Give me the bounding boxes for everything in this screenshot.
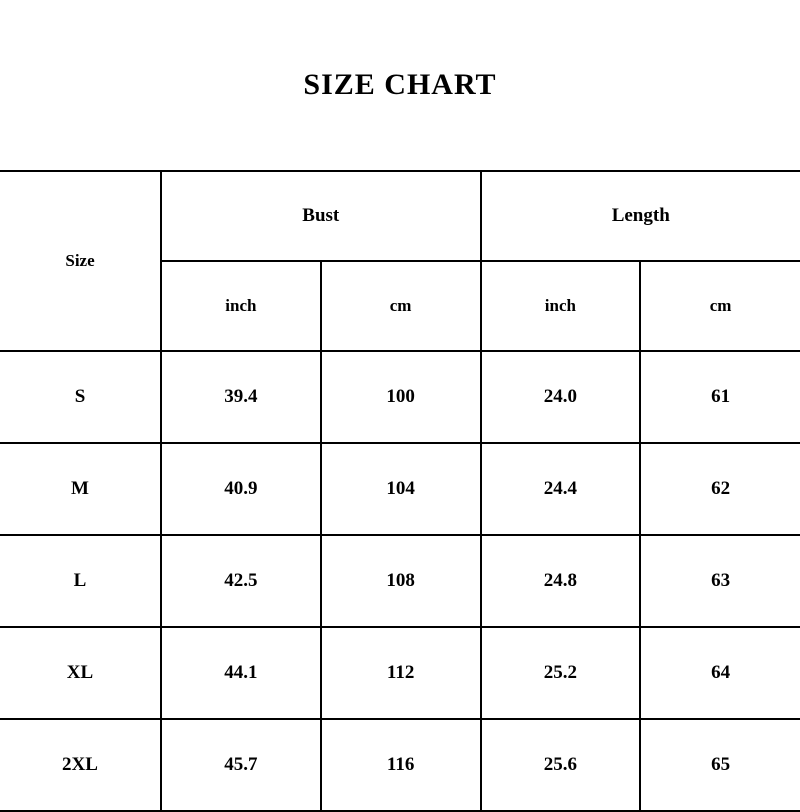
cell-bust-inch: 40.9	[161, 443, 321, 535]
cell-length-cm: 62	[640, 443, 800, 535]
cell-bust-cm: 116	[321, 719, 481, 811]
cell-bust-cm: 100	[321, 351, 481, 443]
header-bust-inch: inch	[161, 261, 321, 351]
cell-length-inch: 25.2	[481, 627, 641, 719]
cell-bust-inch: 44.1	[161, 627, 321, 719]
cell-size: S	[0, 351, 161, 443]
header-group-bust: Bust	[161, 171, 481, 261]
header-length-inch: inch	[481, 261, 641, 351]
table-row	[0, 535, 800, 627]
cell-bust-cm: 112	[321, 627, 481, 719]
cell-length-inch: 24.4	[481, 443, 641, 535]
cell-size: XL	[0, 627, 161, 719]
cell-length-inch: 25.6	[481, 719, 641, 811]
cell-bust-inch: 39.4	[161, 351, 321, 443]
cell-bust-inch: 42.5	[161, 535, 321, 627]
cell-length-cm: 65	[640, 719, 800, 811]
table-header-group-row	[0, 171, 800, 261]
header-group-length: Length	[481, 171, 800, 261]
header-bust-cm: cm	[321, 261, 481, 351]
cell-bust-cm: 104	[321, 443, 481, 535]
cell-length-cm: 63	[640, 535, 800, 627]
cell-length-cm: 64	[640, 627, 800, 719]
table-row	[0, 443, 800, 535]
table-row	[0, 719, 800, 811]
table-row	[0, 627, 800, 719]
table-row	[0, 351, 800, 443]
size-chart-table	[0, 170, 800, 812]
page-title: SIZE CHART	[303, 68, 496, 102]
cell-size: M	[0, 443, 161, 535]
cell-bust-cm: 108	[321, 535, 481, 627]
header-length-cm: cm	[640, 261, 800, 351]
cell-length-cm: 61	[640, 351, 800, 443]
cell-size: 2XL	[0, 719, 161, 811]
cell-length-inch: 24.8	[481, 535, 641, 627]
header-size: Size	[0, 171, 161, 351]
cell-bust-inch: 45.7	[161, 719, 321, 811]
cell-length-inch: 24.0	[481, 351, 641, 443]
cell-size: L	[0, 535, 161, 627]
title-area	[0, 0, 800, 170]
